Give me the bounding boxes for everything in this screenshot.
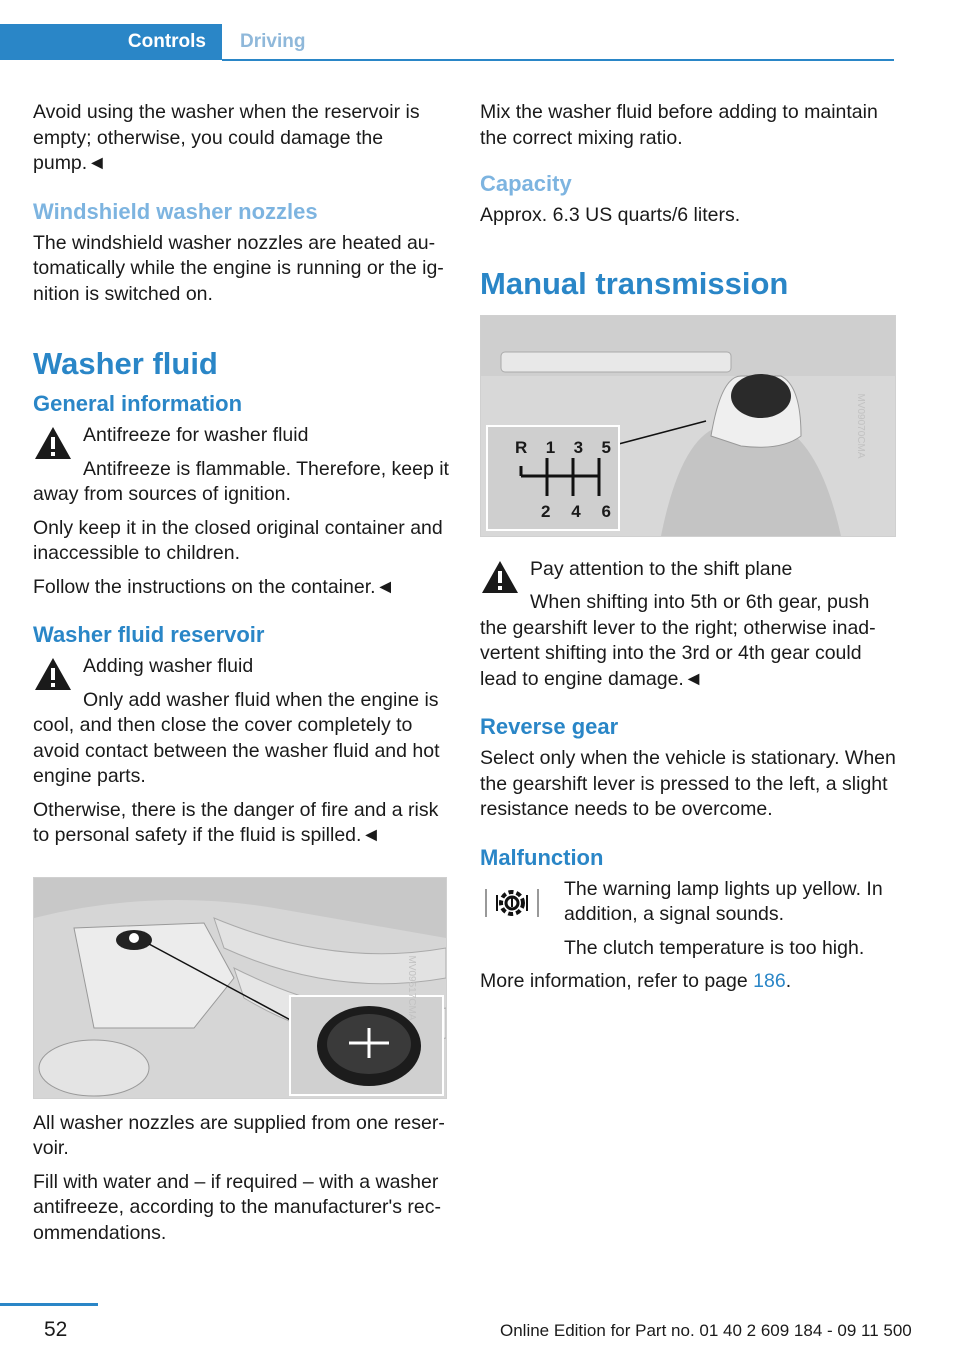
page-link[interactable]: 186 — [753, 970, 786, 992]
gear-label: 1 — [545, 437, 556, 457]
warning-adding-fluid-text: Only add washer fluid when the engine is cool, and then close the cover completely to avoid contact between the washer fluid and hot engine parts. — [33, 688, 440, 787]
engine-bay-illustration — [34, 878, 446, 1098]
gear-label: 3 — [573, 437, 584, 457]
more-info — [480, 969, 898, 995]
right-column — [480, 100, 898, 1003]
after-figure-p2: Fill with water and – if required – with a washer antifreeze, according to the manufacturer's rec-ommendations. — [33, 1170, 442, 1244]
reservoir-heading: Washer fluid reservoir — [33, 622, 265, 647]
warning-adding-fluid-title: Adding washer fluid — [83, 655, 254, 677]
general-info-heading: General information — [33, 391, 243, 416]
warning-antifreeze-p2: Only keep it in the closed original container and inaccessible to children. — [33, 516, 443, 564]
left-column — [33, 100, 451, 1254]
malfunction-heading: Malfunction — [480, 844, 604, 870]
more-info-suffix: . — [785, 970, 792, 992]
clutch-temperature-icon — [480, 879, 544, 927]
reverse-gear-heading: Reverse gear — [480, 714, 619, 739]
intro-paragraph: Avoid using the washer when the reservoir is empty; otherwise, you could damage the pump.◄ — [33, 101, 420, 174]
tab-controls[interactable]: Controls — [0, 24, 222, 60]
gearshift-figure — [480, 315, 896, 537]
header-divider — [222, 59, 894, 61]
warning-antifreeze-title: Antifreeze for washer fluid — [83, 424, 309, 446]
warning-antifreeze-p3: Follow the instructions on the container.◄ — [33, 575, 395, 598]
warning-triangle-icon — [33, 656, 73, 692]
warning-adding-fluid-p2: Otherwise, there is the danger of fire and a risk to personal safety if the fluid is spilled.◄ — [33, 798, 439, 846]
tab-driving[interactable]: Driving — [240, 31, 306, 52]
gear-label: 6 — [601, 501, 611, 521]
gear-label: 2 — [541, 501, 551, 521]
nozzles-heading: Windshield washer nozzles — [33, 198, 318, 224]
mix-paragraph: Mix the washer fluid before adding to maintain the correct mixing ratio. — [480, 101, 878, 149]
warning-shift-plane-text: When shifting into 5th or 6th gear, push the gearshift lever to the right; otherwise inad-vertent shifting into the 3rd or 4th gear could lead to engine damage.◄ — [480, 591, 876, 690]
footer-divider — [0, 1303, 98, 1306]
figure-code: MV09517CMA — [405, 954, 417, 1021]
warning-antifreeze-text: Antifreeze is flammable. Therefore, keep it away from sources of ignition. — [33, 457, 449, 505]
capacity-text: Approx. 6.3 US quarts/6 liters. — [480, 204, 741, 226]
warning-antifreeze — [33, 423, 451, 449]
malfunction-block — [480, 877, 898, 962]
warning-shift-plane-title: Pay attention to the shift plane — [530, 557, 793, 580]
page-header — [0, 0, 960, 62]
shift-pattern-bottom — [541, 502, 611, 522]
footer-edition: Online Edition for Part no. 01 40 2 609 184 - 09 11 500 — [500, 1321, 912, 1340]
malfunction-p2: The clutch temperature is too high. — [564, 936, 865, 959]
warning-triangle-icon — [480, 559, 520, 595]
gear-label: R — [515, 437, 528, 457]
after-figure-p1: All washer nozzles are supplied from one reser-voir. — [33, 1111, 445, 1159]
nozzles-paragraph: The windshield washer nozzles are heated au-tomatically while the engine is running or the ig-nition is switched on. — [33, 231, 444, 305]
manual-transmission-heading: Manual transmission — [480, 265, 789, 301]
more-info-prefix: More information, refer to page — [480, 970, 754, 992]
washer-fluid-heading: Washer fluid — [33, 346, 218, 381]
warning-triangle-icon — [33, 425, 73, 461]
warning-adding-fluid — [33, 654, 451, 680]
gear-label: 4 — [571, 501, 581, 521]
shift-pattern-top — [515, 438, 611, 458]
washer-reservoir-figure — [33, 877, 447, 1099]
capacity-heading: Capacity — [480, 171, 572, 196]
figure-code: MV09070CMA — [854, 392, 866, 459]
gear-label: 5 — [601, 437, 611, 457]
warning-shift-plane — [480, 557, 898, 583]
malfunction-p1: The warning lamp lights up yellow. In addition, a signal sounds. — [564, 877, 883, 925]
page-number: 52 — [44, 1318, 68, 1341]
reverse-gear-text: Select only when the vehicle is stationary. When the gearshift lever is pressed to the left, a slight resistance needs to be overcome. — [480, 747, 896, 820]
